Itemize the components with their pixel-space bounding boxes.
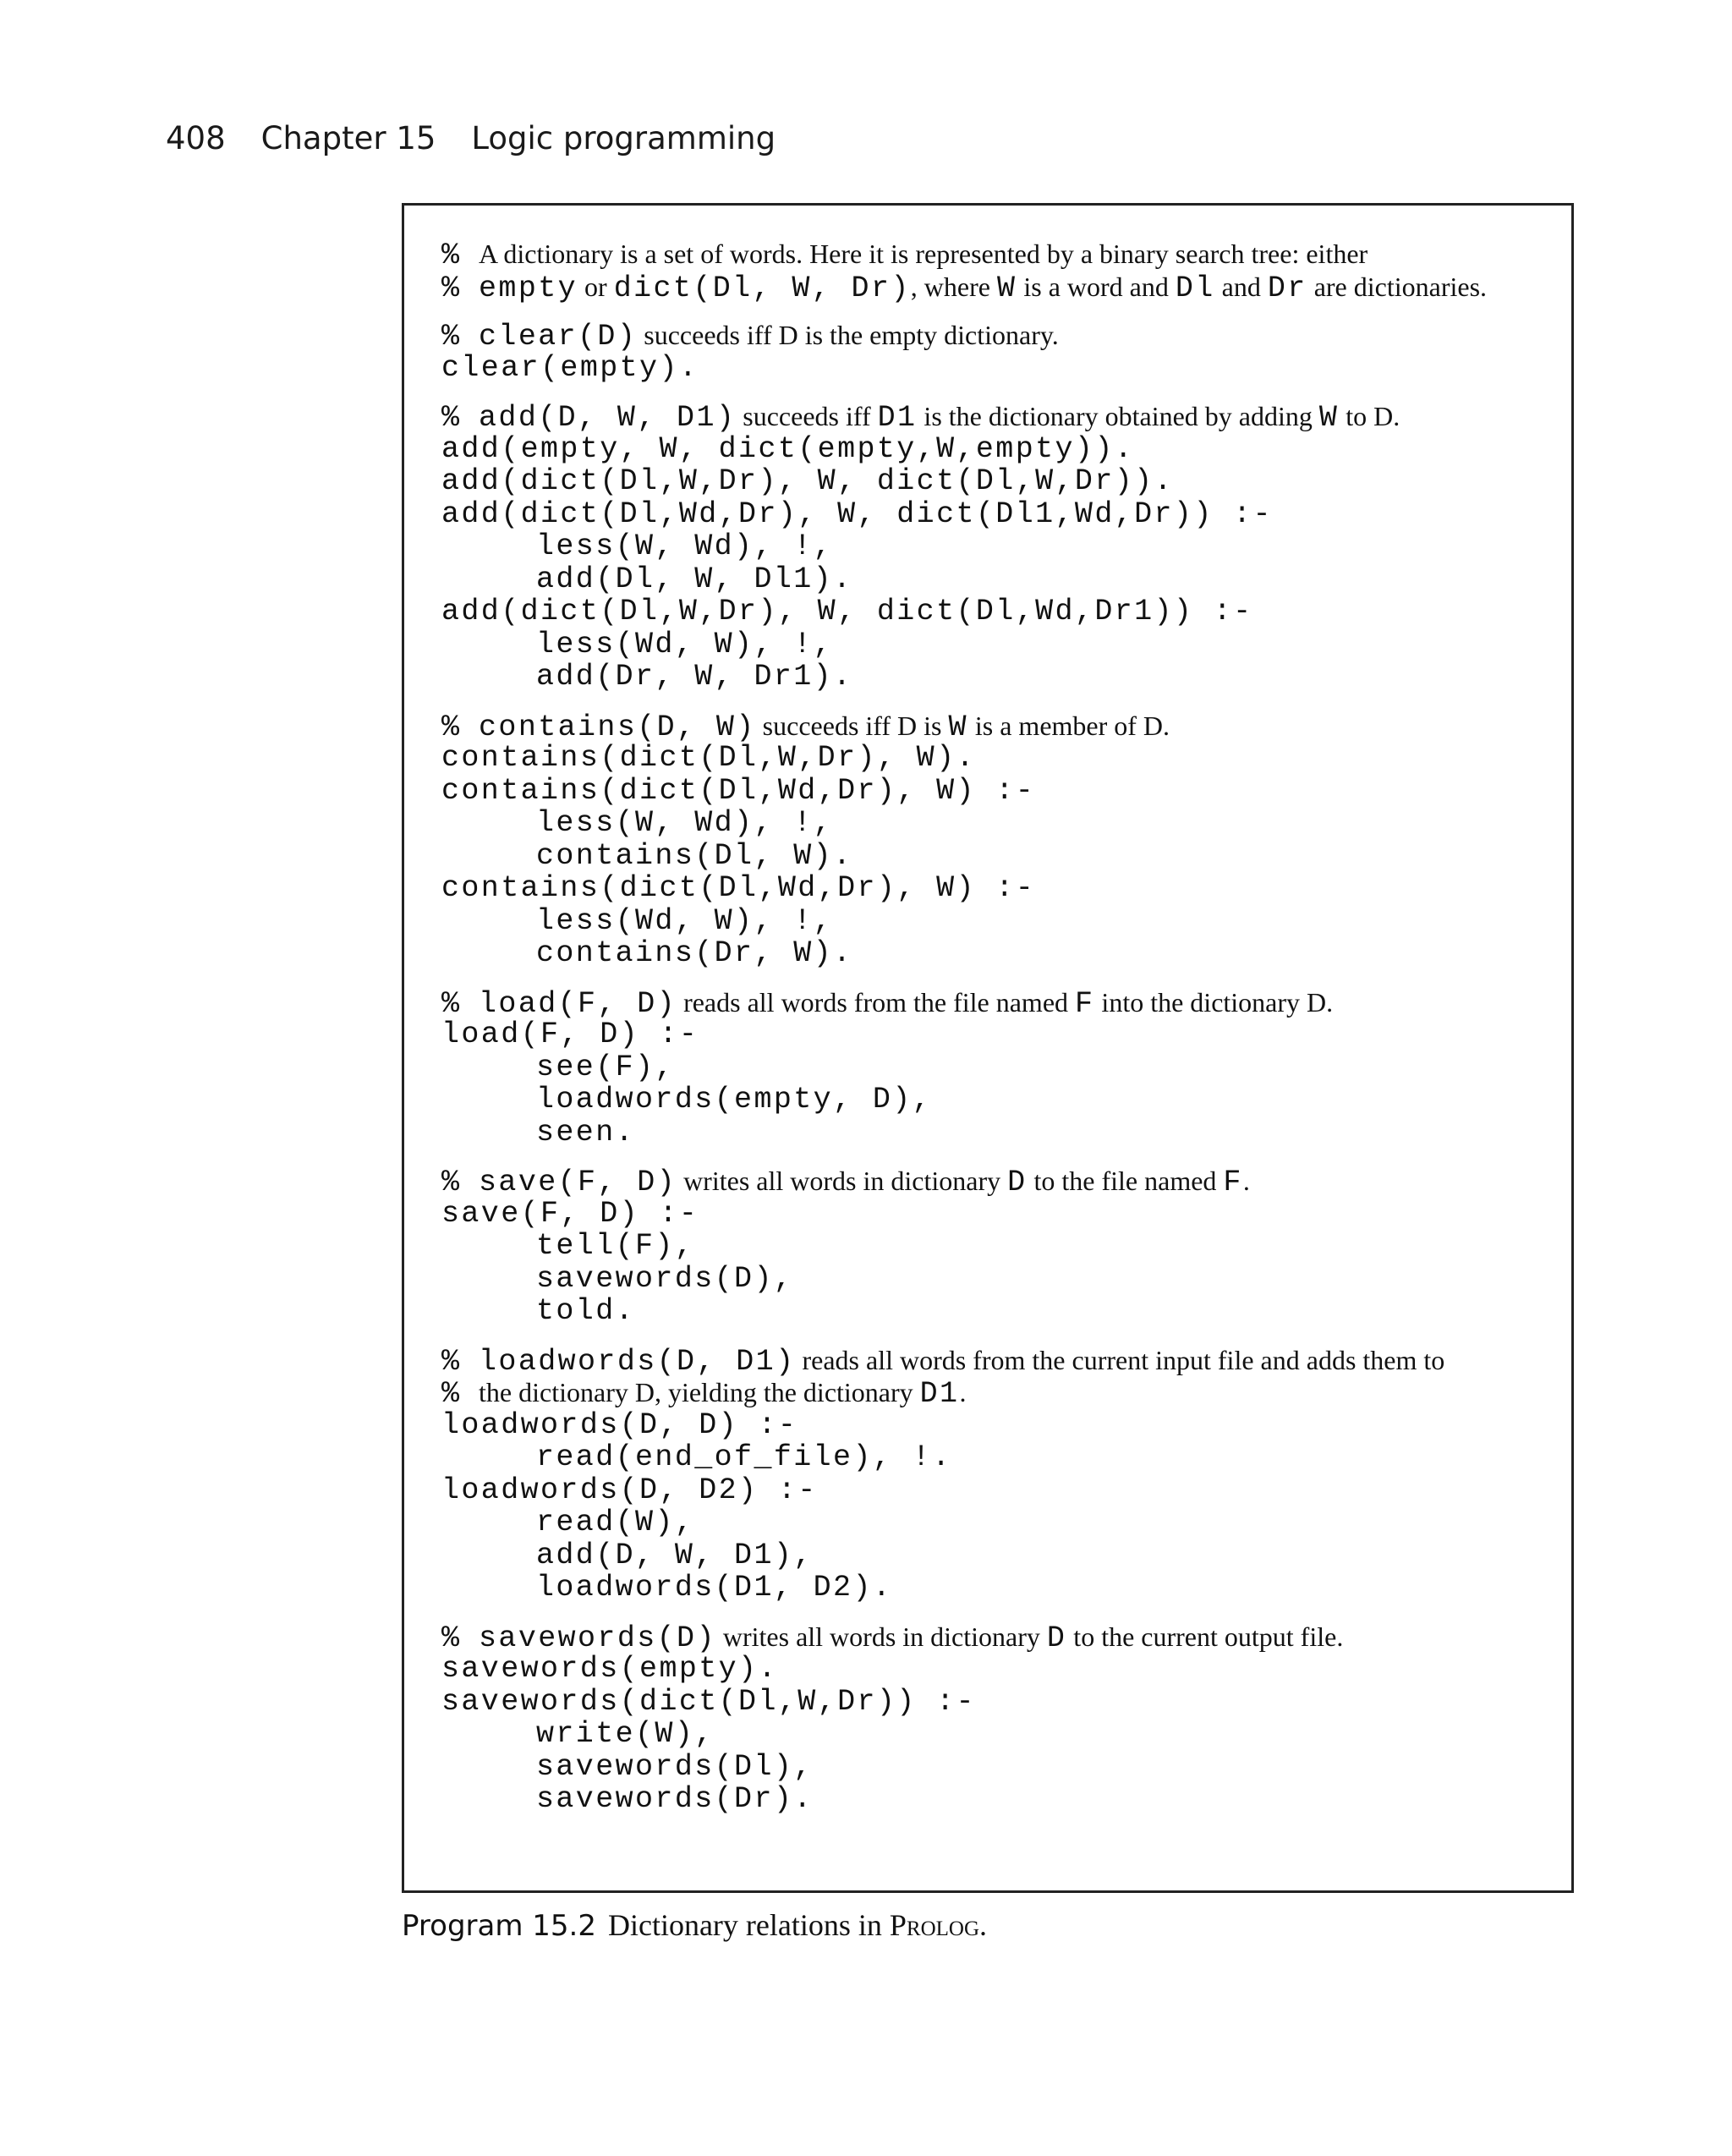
code-line: less(W, Wd), !, xyxy=(536,806,834,840)
comment-text: D xyxy=(778,320,798,350)
code-line: less(W, Wd), !, xyxy=(536,529,834,563)
comment-code-term: add(D, W, D1) xyxy=(479,401,737,435)
comment-code-term: D xyxy=(1046,1621,1067,1655)
comment-text: writes all words in dictionary xyxy=(715,1621,1047,1652)
comment-text: into the dictionary xyxy=(1094,986,1307,1018)
code-line: contains(dict(Dl,W,Dr), W). xyxy=(441,741,976,775)
code-line: contains(Dl, W). xyxy=(536,838,853,873)
code-block xyxy=(441,986,1558,1149)
comment-code-term: loadwords(D, D1) xyxy=(479,1344,796,1379)
comment-code-term: save(F, D) xyxy=(479,1166,677,1199)
comment-line xyxy=(441,1165,1558,1198)
code-line: loadwords(D, D2) :- xyxy=(441,1473,818,1507)
comment-text: . xyxy=(1326,986,1334,1018)
comment-text: D xyxy=(897,710,918,741)
comment-text: and xyxy=(1214,271,1268,302)
comment-marker: % xyxy=(441,239,478,272)
code-line: savewords(Dl), xyxy=(536,1749,814,1784)
page-number: 408 xyxy=(166,120,226,156)
code-line: add(dict(Dl,W,Dr), W, dict(Dl,Wd,Dr1)) :- xyxy=(441,595,1253,628)
comment-code-term: Dl xyxy=(1175,271,1215,305)
comment-marker: % xyxy=(441,1166,478,1199)
comment-text: . xyxy=(1163,710,1170,741)
language-name: Prolog xyxy=(889,1908,980,1942)
code-block xyxy=(441,319,1558,384)
comment-text: D xyxy=(634,1377,655,1407)
code-line: less(Wd, W), !, xyxy=(536,627,834,661)
code-line: add(empty, W, dict(empty,W,empty)). xyxy=(441,431,1135,466)
comment-marker: % xyxy=(441,710,478,744)
code-block xyxy=(441,1344,1558,1605)
comment-text: are dictionaries. xyxy=(1307,271,1488,302)
chapter-title: Logic programming xyxy=(471,120,776,156)
comment-marker: % xyxy=(441,986,478,1021)
chapter-label: Chapter 15 xyxy=(260,120,436,156)
comment-code-term: W xyxy=(1318,401,1340,435)
code-line: write(W), xyxy=(536,1717,715,1751)
code-block xyxy=(441,710,1558,970)
code-line: read(W), xyxy=(536,1506,695,1539)
comment-text: , where xyxy=(910,271,997,302)
code-line: add(Dr, W, Dr1). xyxy=(536,660,853,694)
program-listing xyxy=(441,238,1558,1832)
comment-text: D xyxy=(1307,986,1327,1018)
comment-text: is xyxy=(917,710,949,741)
caption-text: Dictionary relations in Prolog. xyxy=(607,1908,988,1942)
comment-line xyxy=(441,400,1558,433)
comment-code-term: D1 xyxy=(919,1377,960,1411)
comment-line xyxy=(441,1376,1558,1409)
figure-caption xyxy=(402,1905,987,1952)
comment-line xyxy=(441,319,1558,352)
code-line: loadwords(empty, D), xyxy=(536,1083,933,1116)
code-line: contains(Dr, W). xyxy=(536,936,853,970)
comment-code-term: contains(D, W) xyxy=(479,710,756,744)
comment-text: . xyxy=(1393,401,1400,431)
comment-text: A dictionary is a set of words. Here it is represented by a binary search tree: either xyxy=(479,239,1368,269)
code-line: save(F, D) :- xyxy=(441,1196,699,1231)
comment-marker: % xyxy=(441,1377,478,1411)
comment-marker: % xyxy=(441,271,478,305)
comment-text: succeeds iff xyxy=(736,401,878,431)
comment-text: , yielding the dictionary xyxy=(654,1377,920,1407)
comment-code-term: D xyxy=(1007,1166,1028,1199)
code-line: add(dict(Dl,Wd,Dr), W, dict(Dl1,Wd,Dr)) :- xyxy=(441,496,1273,531)
comment-text: succeeds iff xyxy=(637,320,779,350)
comment-text: is the empty dictionary. xyxy=(797,320,1059,350)
comment-text: succeeds iff xyxy=(755,710,898,741)
code-block xyxy=(441,1621,1558,1816)
code-line: see(F), xyxy=(536,1050,675,1084)
comment-marker: % xyxy=(441,1344,478,1379)
code-line: savewords(dict(Dl,W,Dr)) :- xyxy=(441,1684,976,1719)
comment-text: to xyxy=(1339,401,1374,431)
code-line: seen. xyxy=(536,1115,636,1149)
comment-line xyxy=(441,1344,1558,1377)
comment-text: to the file named xyxy=(1027,1166,1224,1196)
comment-code-term: F xyxy=(1223,1166,1243,1199)
comment-code-term: empty xyxy=(479,271,578,305)
comment-code-term: F xyxy=(1075,986,1095,1021)
code-line: savewords(Dr). xyxy=(536,1782,814,1816)
comment-code-term: load(F, D) xyxy=(479,986,677,1021)
comment-line xyxy=(441,238,1558,271)
code-line: tell(F), xyxy=(536,1229,695,1263)
comment-text: . xyxy=(1242,1166,1250,1196)
comment-line xyxy=(441,986,1558,1019)
comment-text: is the dictionary obtained by adding xyxy=(917,401,1319,431)
comment-text: . xyxy=(959,1377,967,1407)
comment-marker: % xyxy=(441,320,478,354)
code-block xyxy=(441,238,1558,303)
code-line: contains(dict(Dl,Wd,Dr), W) :- xyxy=(441,773,1036,808)
code-line: add(D, W, D1), xyxy=(536,1538,814,1572)
comment-text: writes all words in dictionary xyxy=(677,1166,1008,1196)
caption-label: Program 15.2 xyxy=(402,1909,596,1943)
code-block xyxy=(441,400,1558,694)
code-line: loadwords(D, D) :- xyxy=(441,1407,798,1442)
code-block xyxy=(441,1165,1558,1328)
comment-text: the dictionary xyxy=(479,1377,635,1407)
comment-text: is a member of xyxy=(967,710,1143,741)
comment-line xyxy=(441,271,1558,304)
comment-text: is a word and xyxy=(1017,271,1176,302)
comment-code-term: Dr xyxy=(1267,271,1307,305)
comment-code-term: W xyxy=(996,271,1017,305)
comment-text: reads all words from the current input file and adds them to xyxy=(795,1344,1445,1375)
comment-marker: % xyxy=(441,1621,478,1655)
code-line: load(F, D) :- xyxy=(441,1018,699,1051)
code-line: savewords(D), xyxy=(536,1261,794,1296)
code-line: told. xyxy=(536,1294,636,1328)
comment-code-term: D1 xyxy=(877,401,918,435)
code-line: read(end_of_file), !. xyxy=(536,1440,952,1474)
comment-text: to the current output file. xyxy=(1066,1621,1344,1652)
comment-text: D xyxy=(1373,401,1394,431)
comment-text: or xyxy=(578,271,614,302)
code-line: less(Wd, W), !, xyxy=(536,903,834,938)
comment-line xyxy=(441,710,1558,743)
code-line: contains(dict(Dl,Wd,Dr), W) :- xyxy=(441,871,1036,905)
comment-code-term: dict(Dl, W, Dr) xyxy=(613,271,911,305)
code-line: loadwords(D1, D2). xyxy=(536,1571,893,1605)
running-head xyxy=(166,118,776,159)
comment-code-term: W xyxy=(948,710,968,744)
code-line: add(dict(Dl,W,Dr), W, dict(Dl,W,Dr)). xyxy=(441,464,1174,498)
code-line: savewords(empty). xyxy=(441,1652,778,1686)
comment-text: reads all words from the file named xyxy=(677,986,1076,1018)
comment-marker: % xyxy=(441,401,478,435)
comment-code-term: savewords(D) xyxy=(479,1621,716,1655)
code-line: clear(empty). xyxy=(441,350,699,385)
comment-code-term: clear(D) xyxy=(479,320,638,354)
comment-text: D xyxy=(1143,710,1164,741)
code-line: add(Dl, W, Dl1). xyxy=(536,562,853,596)
comment-line xyxy=(441,1621,1558,1654)
